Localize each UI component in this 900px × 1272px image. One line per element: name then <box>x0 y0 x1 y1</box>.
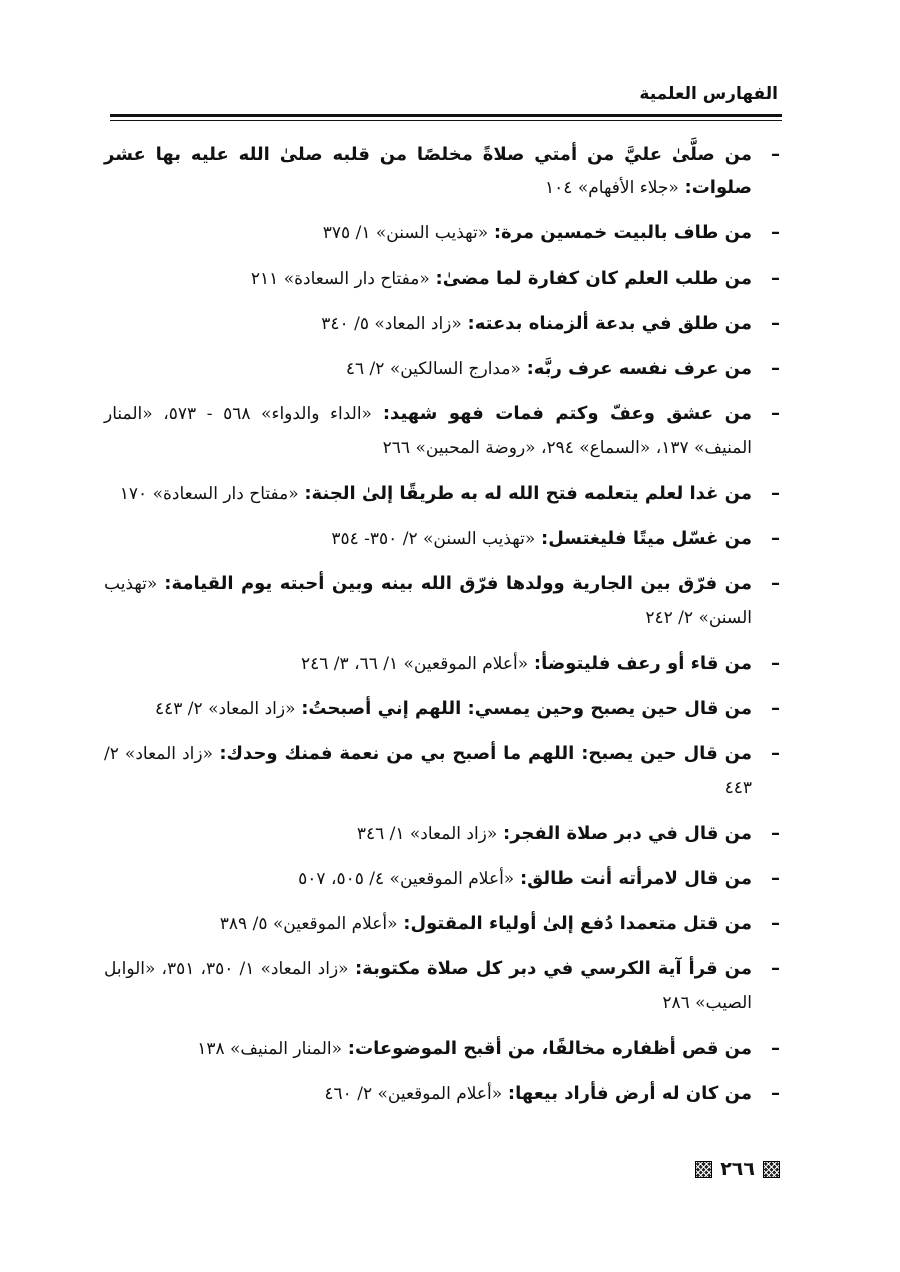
index-entry <box>104 216 780 250</box>
source-reference: «الداء والدواء» ٥٦٨ - ٥٧٣، «المنار المنيف» ١٣٧، «السماع» ٢٩٤، «روضة المحبين» ٢٦٦ <box>104 404 752 459</box>
index-entry <box>104 262 780 296</box>
index-entry <box>104 692 780 726</box>
running-head: الفهارس العلمية <box>639 84 778 104</box>
source-reference: «زاد المعاد» ٥/ ٣٤٠ <box>321 313 462 334</box>
hadith-text: من طلق في بدعة ألزمناه بدعته: <box>467 312 752 334</box>
source-reference: «مفتاح دار السعادة» ١٧٠ <box>119 483 299 504</box>
list-dash-icon: – <box>771 482 780 504</box>
index-entry <box>104 397 780 465</box>
source-reference: «أعلام الموقعين» ١/ ٦٦، ٣/ ٢٤٦ <box>301 653 529 674</box>
index-entry <box>104 952 780 1020</box>
hadith-text: من غسّل ميتًا فليغتسل: <box>541 528 752 550</box>
hadith-text: من قال حين يصبح: اللهم ما أصبح بي من نعمة فمنك وحدك: <box>219 743 752 765</box>
hadith-text: من قال حين يصبح وحين يمسي: اللهم إني أصبحتُ: <box>301 697 752 719</box>
source-reference: «زاد المعاد» ٢/ ٤٤٣ <box>104 744 752 799</box>
list-dash-icon: – <box>771 403 780 425</box>
source-reference: «زاد المعاد» ١/ ٣٤٦ <box>356 823 498 844</box>
hadith-text: من قتل متعمدا دُفع إلىٰ أولياء المقتول: <box>403 913 752 935</box>
list-dash-icon: – <box>771 697 780 719</box>
list-dash-icon: – <box>771 573 780 595</box>
index-entry <box>104 817 780 851</box>
source-reference: «مدارج السالكين» ٢/ ٤٦ <box>345 359 521 380</box>
index-entry <box>104 307 780 341</box>
list-dash-icon: – <box>771 267 780 289</box>
source-reference: «أعلام الموقعين» ٢/ ٤٦٠ <box>324 1084 503 1105</box>
header-rule-thin <box>110 120 782 121</box>
index-entry <box>104 907 780 941</box>
hadith-text: من طاف بالبيت خمسين مرة: <box>493 222 752 244</box>
list-dash-icon: – <box>771 1083 780 1105</box>
page-footer <box>695 1158 780 1180</box>
index-entry <box>104 862 780 896</box>
hadith-text: من فرّق بين الجارية وولدها فرّق الله بينه وبين أحبته يوم القيامة: <box>164 573 752 595</box>
list-dash-icon: – <box>771 1037 780 1059</box>
list-dash-icon: – <box>771 222 780 244</box>
list-dash-icon: – <box>771 913 780 935</box>
index-entries-list <box>104 138 780 1122</box>
ornament-right-icon <box>763 1161 780 1178</box>
ornament-left-icon <box>695 1161 712 1178</box>
source-reference: «المنار المنيف» ١٣٨ <box>197 1038 343 1059</box>
list-dash-icon: – <box>771 822 780 844</box>
index-entry <box>104 522 780 556</box>
hadith-text: من قال في دبر صلاة الفجر: <box>503 822 752 844</box>
hadith-text: من طلب العلم كان كفارة لما مضىٰ: <box>435 267 752 289</box>
hadith-text: من كان له أرض فأراد بيعها: <box>507 1083 752 1105</box>
list-dash-icon: – <box>771 867 780 889</box>
index-entry <box>104 567 780 635</box>
source-reference: «مفتاح دار السعادة» ٢١١ <box>250 268 430 289</box>
hadith-text: من صلَّىٰ عليَّ من أمتي صلاةً مخلصًا من قلبه صلىٰ الله عليه بها عشر صلوات: <box>104 144 752 198</box>
source-reference: «أعلام الموقعين» ٥/ ٣٨٩ <box>219 914 398 935</box>
list-dash-icon: – <box>771 144 780 165</box>
source-reference: «زاد المعاد» ٢/ ٤٤٣ <box>154 698 296 719</box>
hadith-text: من غدا لعلم يتعلمه فتح الله له به طريقًا إلىٰ الجنة: <box>304 482 752 504</box>
index-entry <box>104 647 780 681</box>
list-dash-icon: – <box>771 528 780 550</box>
index-entry <box>104 138 780 205</box>
hadith-text: من عشق وعفّ وكتم فمات فهو شهيد: <box>382 403 752 425</box>
index-entry <box>104 1077 780 1111</box>
source-reference: «تهذيب السنن» ٢/ ٣٥٠- ٣٥٤ <box>331 529 536 550</box>
hadith-text: من عرف نفسه عرف ربَّه: <box>526 358 752 380</box>
hadith-text: من قص أظفاره مخالفًا، من أقبح الموضوعات: <box>347 1037 752 1059</box>
list-dash-icon: – <box>771 958 780 980</box>
source-reference: «جلاء الأفهام» ١٠٤ <box>545 178 679 198</box>
list-dash-icon: – <box>771 743 780 765</box>
list-dash-icon: – <box>771 312 780 334</box>
source-reference: «أعلام الموقعين» ٤/ ٥٠٥، ٥٠٧ <box>298 868 515 889</box>
source-reference: «تهذيب السنن» ٢/ ٢٤٢ <box>104 574 752 629</box>
index-entry <box>104 477 780 511</box>
list-dash-icon: – <box>771 358 780 380</box>
hadith-text: من قرأ آية الكرسي في دبر كل صلاة مكتوبة: <box>354 958 753 980</box>
list-dash-icon: – <box>771 652 780 674</box>
hadith-text: من قاء أو رعف فليتوضأ: <box>533 652 752 674</box>
index-entry <box>104 352 780 386</box>
page-number: ٢٦٦ <box>720 1158 755 1180</box>
header-rule-thick <box>110 114 782 117</box>
hadith-text: من قال لامرأته أنت طالق: <box>519 867 752 889</box>
source-reference: «تهذيب السنن» ١/ ٣٧٥ <box>322 223 489 244</box>
index-entry <box>104 1032 780 1066</box>
index-entry <box>104 737 780 805</box>
source-reference: «زاد المعاد» ١/ ٣٥٠، ٣٥١، «الوابل الصيب» ٢٨٦ <box>104 959 752 1014</box>
